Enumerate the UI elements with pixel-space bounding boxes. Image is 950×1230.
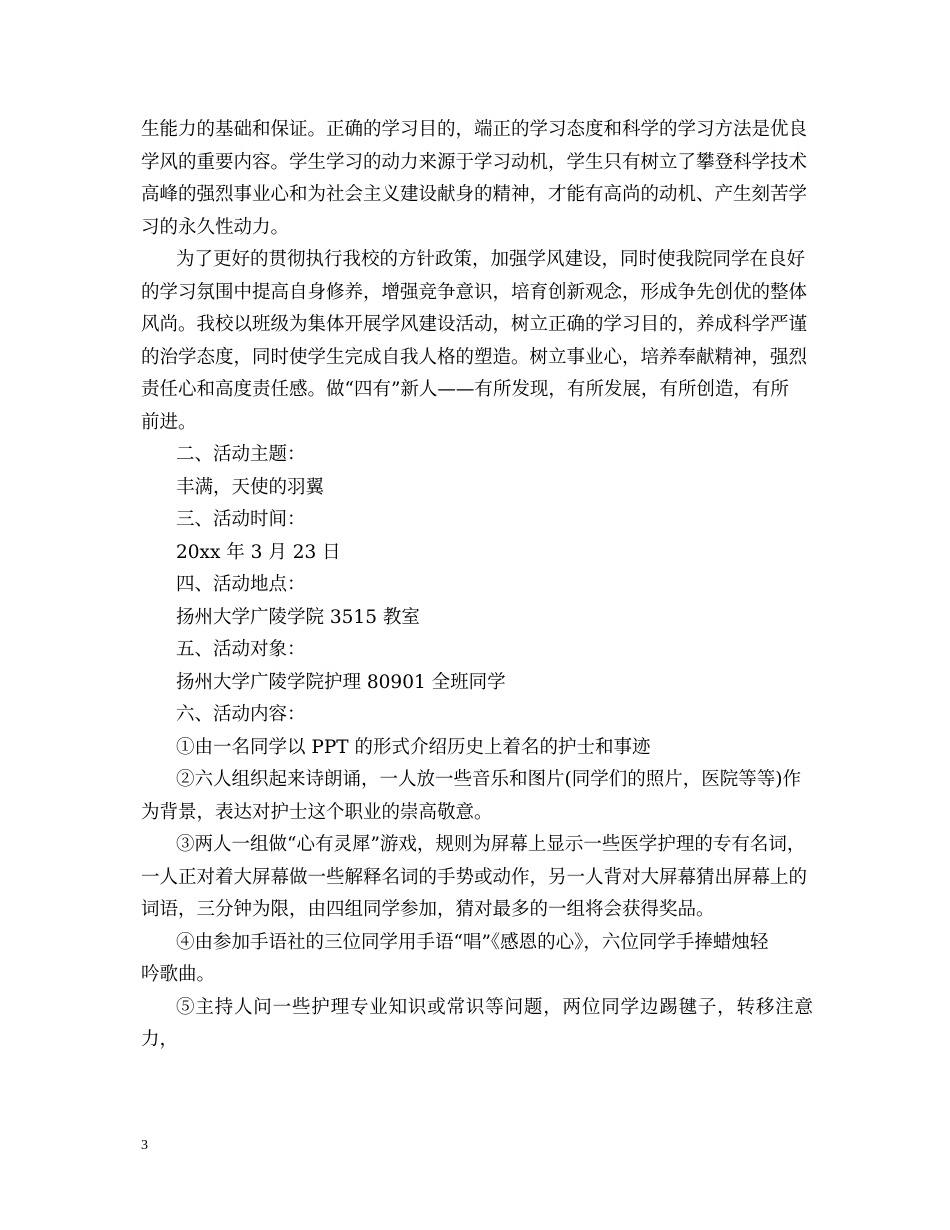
- activity-theme: 丰满，天使的羽翼: [176, 476, 325, 498]
- content-item-2: ②六人组织起来诗朗诵，一人放一些音乐和图片(同学们的照片，医院等等)作 为背景，表达对护士这个职业的崇高敬意。: [141, 769, 801, 823]
- content-item-1: ①由一名同学以 PPT 的形式介绍历史上着名的护士和事迹: [176, 736, 651, 758]
- heading-activity-theme: 二、活动主题：: [176, 444, 306, 465]
- paragraph-continuation: 生能力的基础和保证。正确的学习目的，端正的学习态度和科学的学习方法是优良 学风的重要内容。学生学习的动力来源于学习动机，学生只有树立了攀登科学技术 高峰的强烈事业心和为社会主义建设献身的精神，才能有高尚的动机、产生刻苦学 习的永久性动力。: [141, 119, 808, 238]
- content-item-4: ④由参加手语社的三位同学用手语“唱”《感恩的心》，六位同学手捧蜡烛轻 吟歌曲。: [141, 931, 769, 985]
- content-item-5: ⑤主持人问一些护理专业知识或常识等问题，两位同学边踢毽子，转移注意力，: [141, 996, 813, 1050]
- content-item-3: ③两人一组做“心有灵犀”游戏，规则为屏幕上显示一些医学护理的专有名词， 一人正对着大屏幕做一些解释名词的手势或动作，另一人背对大屏幕猜出屏幕上的 词语，三分钟为限，由四组同学参加，猜对最多的一组将会获得奖品。: [141, 834, 808, 920]
- paragraph-background: 为了更好的贯彻执行我校的方针政策，加强学风建设，同时使我院同学在良好 的学习氛围中提高自身修养，增强竞争意识，培育创新观念，形成争先创优的整体 风尚。我校以班级为集体开展学风建设活动，树立正确的学习目的，养成科学严谨 的治学态度，同时使学生完成自我人格的塑造。树立事业心，培养奉献精神，强烈 责任心和高度责任感。做“四有”新人——有所发现，有所发展，有所创造，有所 前进。: [141, 249, 808, 433]
- activity-location: 扬州大学广陵学院 3515 教室: [176, 606, 420, 628]
- heading-activity-location: 四、活动地点：: [176, 574, 306, 595]
- heading-activity-audience: 五、活动对象：: [176, 639, 306, 660]
- heading-activity-time: 三、活动时间：: [176, 509, 306, 530]
- heading-activity-content: 六、活动内容：: [176, 704, 306, 725]
- activity-time: 20xx 年 3 月 23 日: [176, 541, 341, 563]
- document-body: [141, 114, 813, 1057]
- page-number: 3: [141, 1138, 148, 1153]
- activity-audience: 扬州大学广陵学院护理 80901 全班同学: [176, 671, 506, 693]
